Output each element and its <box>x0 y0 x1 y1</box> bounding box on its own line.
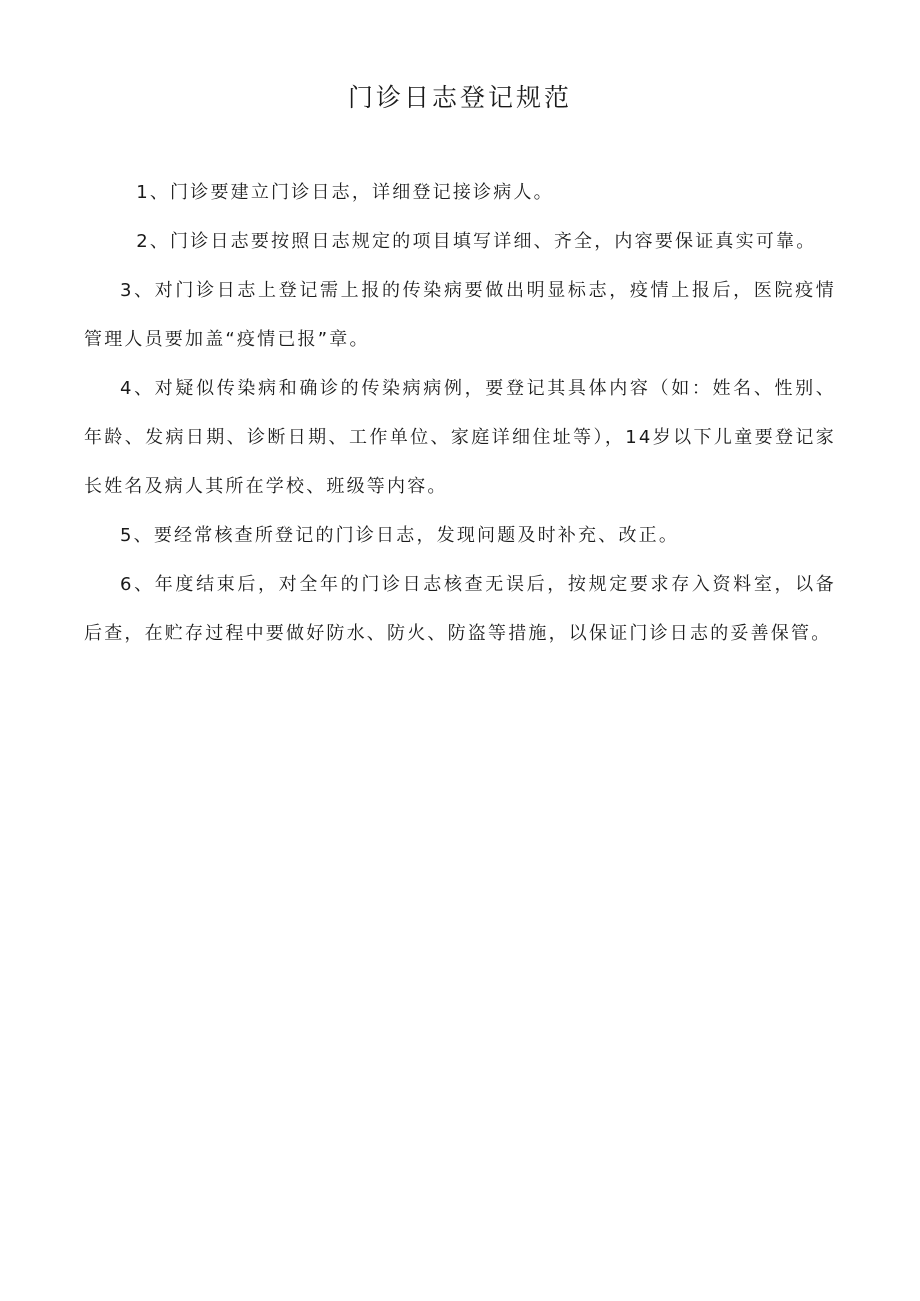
paragraph-4: 4、对疑似传染病和确诊的传染病病例，要登记其具体内容（如：姓名、性别、年龄、发病日期、诊断日期、工作单位、家庭详细住址等），14岁以下儿童要登记家长姓名及病人其所在学校、班级等内容。 <box>84 378 836 497</box>
paragraph-5: 5、要经常核查所登记的门诊日志，发现问题及时补充、改正。 <box>120 525 680 546</box>
document-title: 门诊日志登记规范 <box>347 83 572 112</box>
paragraph-3: 3、对门诊日志上登记需上报的传染病要做出明显标志，疫情上报后，医院疫情管理人员要加盖“疫情已报”章。 <box>84 280 836 350</box>
paragraph-2: 2、门诊日志要按照日志规定的项目填写详细、齐全，内容要保证真实可靠。 <box>136 231 817 252</box>
paragraph-1: 1、门诊要建立门诊日志，详细登记接诊病人。 <box>136 182 554 203</box>
document-body <box>84 168 836 658</box>
paragraph-6: 6、年度结束后，对全年的门诊日志核查无误后，按规定要求存入资料室，以备后查，在贮存过程中要做好防水、防火、防盗等措施，以保证门诊日志的妥善保管。 <box>84 574 836 644</box>
